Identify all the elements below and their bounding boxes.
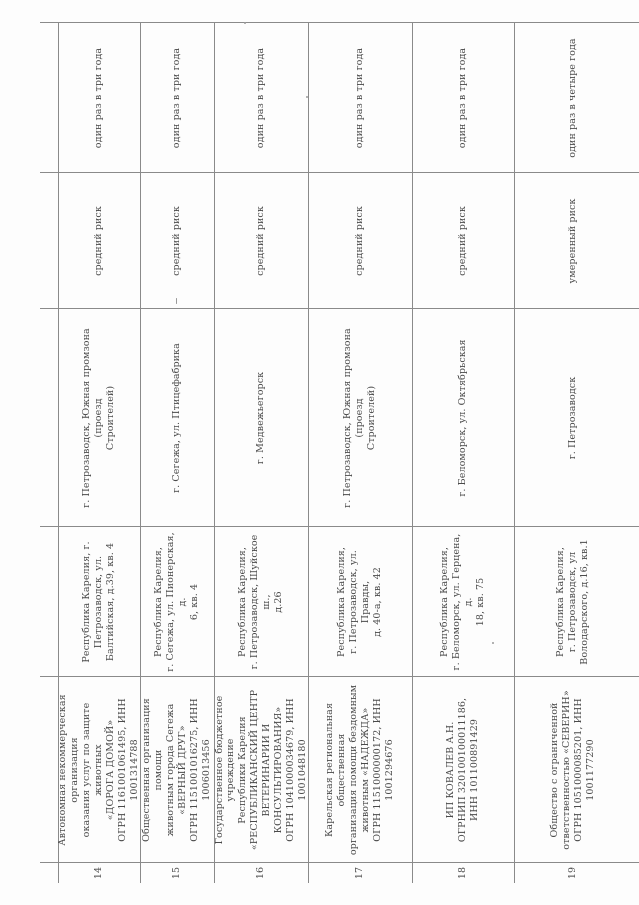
row-number: 17 — [354, 866, 366, 880]
risk-cell — [412, 173, 514, 309]
location-cell — [514, 309, 632, 527]
frequency-cell — [140, 23, 214, 173]
org-cell — [140, 677, 214, 863]
activity-location: г. Беломорск, ул. Октябрьская — [457, 339, 469, 497]
table-row — [412, 863, 514, 883]
org-cell — [58, 677, 140, 863]
inspection-frequency: один раз в три года — [255, 47, 267, 149]
risk-category: умеренный риск — [567, 198, 579, 284]
row-number: 19 — [567, 866, 579, 880]
address-cell — [58, 527, 140, 677]
address-cell — [514, 527, 632, 677]
organization-name: Общественная организация помощи животным города Сегежа «ВЕРНЫЙ ДРУГ» ОГРН 1151001016275, ИНН 1006013456 — [141, 698, 212, 842]
scan-speck — [176, 298, 177, 304]
scan-speck — [306, 96, 308, 98]
table-row — [514, 863, 632, 883]
frequency-cell — [308, 23, 412, 173]
risk-category: средний риск — [457, 206, 469, 276]
legal-address: Республика Карелия, г. Беломорск, ул. Герцена, д. 18, кв. 75 — [439, 533, 486, 671]
organization-name: Общество с ограниченной ответственностью «СЕВЕРИН» ОГРН 1051000085201, ИНН 1001177290 — [549, 690, 596, 850]
org-cell — [214, 677, 308, 863]
legal-address: Республика Карелия, г. Петрозаводск, ул. Балтийская, д.39, кв. 4 — [81, 541, 116, 663]
frequency-cell — [214, 23, 308, 173]
scan-speck — [244, 22, 246, 24]
activity-location: г. Петрозаводск — [567, 376, 579, 460]
risk-category: средний риск — [171, 206, 183, 276]
location-cell — [412, 309, 514, 527]
inspection-frequency: один раз в три года — [457, 47, 469, 149]
risk-cell — [514, 173, 632, 309]
legal-address: Республика Карелия, г. Сегежа, ул. Пионерская, д. 6, кв. 4 — [153, 532, 200, 672]
row-number: 15 — [171, 866, 183, 880]
location-cell — [214, 309, 308, 527]
risk-cell — [58, 173, 140, 309]
row-number: 18 — [457, 866, 469, 880]
frequency-cell — [412, 23, 514, 173]
table-row — [58, 863, 140, 883]
location-cell — [140, 309, 214, 527]
inspection-frequency: один раз в три года — [354, 47, 366, 149]
row-number: 14 — [93, 866, 105, 880]
legal-address: Республика Карелия, г. Петрозаводск, ул Володарского, д.16, кв.1 — [555, 539, 590, 665]
address-cell — [412, 527, 514, 677]
org-cell — [412, 677, 514, 863]
org-cell — [308, 677, 412, 863]
activity-location: г. Сегежа, ул. Птицефабрика — [171, 343, 183, 493]
activity-location: г. Петрозаводск, Южная промзона (проезд Строителей) — [81, 328, 116, 508]
inspection-frequency: один раз в три года — [93, 47, 105, 149]
inspection-frequency: один раз в четыре года — [567, 38, 579, 158]
legal-address: Республика Карелия, г. Петрозаводск, ул. Правды, д. 40-а, кв. 42 — [336, 547, 383, 657]
table-row — [308, 863, 412, 883]
risk-category: средний риск — [354, 206, 366, 276]
address-cell — [308, 527, 412, 677]
frequency-cell — [58, 23, 140, 173]
frequency-cell — [514, 23, 632, 173]
organization-name: Автономная некоммерческая организация оказания услуг по защите животных «ДОРОГА ДОМОЙ» ОГРН 1161001061495, ИНН 1001314788 — [57, 694, 140, 846]
address-cell — [140, 527, 214, 677]
legal-address: Республика Карелия, г. Петрозаводск, Шуйское ш., д.26 — [237, 534, 284, 670]
scan-speck — [492, 642, 494, 644]
inspection-frequency: один раз в три года — [171, 47, 183, 149]
location-cell — [308, 309, 412, 527]
organization-name: Государственное бюджетное учреждение Республики Карелия «РЕСПУБЛИКАНСКИЙ ЦЕНТР ВЕТЕРИНАРИИ И КОНСУЛЬТИРОВАНИЯ» ОГРН 1041000034679, ИНН 1001048180 — [213, 689, 308, 851]
risk-category: средний риск — [255, 206, 267, 276]
row-number: 16 — [255, 866, 267, 880]
table-row — [140, 863, 214, 883]
risk-cell — [140, 173, 214, 309]
organization-name: Карельская региональная общественная организация помощи бездомным животным «НАДЕЖДА» ОГРН 1151000000172, ИНН 1001294676 — [324, 684, 395, 856]
location-cell — [58, 309, 140, 527]
activity-location: г. Медвежьегорск — [255, 371, 267, 465]
activity-location: г. Петрозаводск, Южная промзона (проезд Строителей) — [342, 328, 377, 508]
risk-cell — [214, 173, 308, 309]
org-cell — [514, 677, 632, 863]
address-cell — [214, 527, 308, 677]
risk-category: средний риск — [93, 206, 105, 276]
risk-cell — [308, 173, 412, 309]
organization-name: ИП КОВАЛЕВ А.Н. ОГРНИП 320100100011186, ИНН 101100891429 — [445, 697, 480, 843]
table-row — [214, 863, 308, 883]
